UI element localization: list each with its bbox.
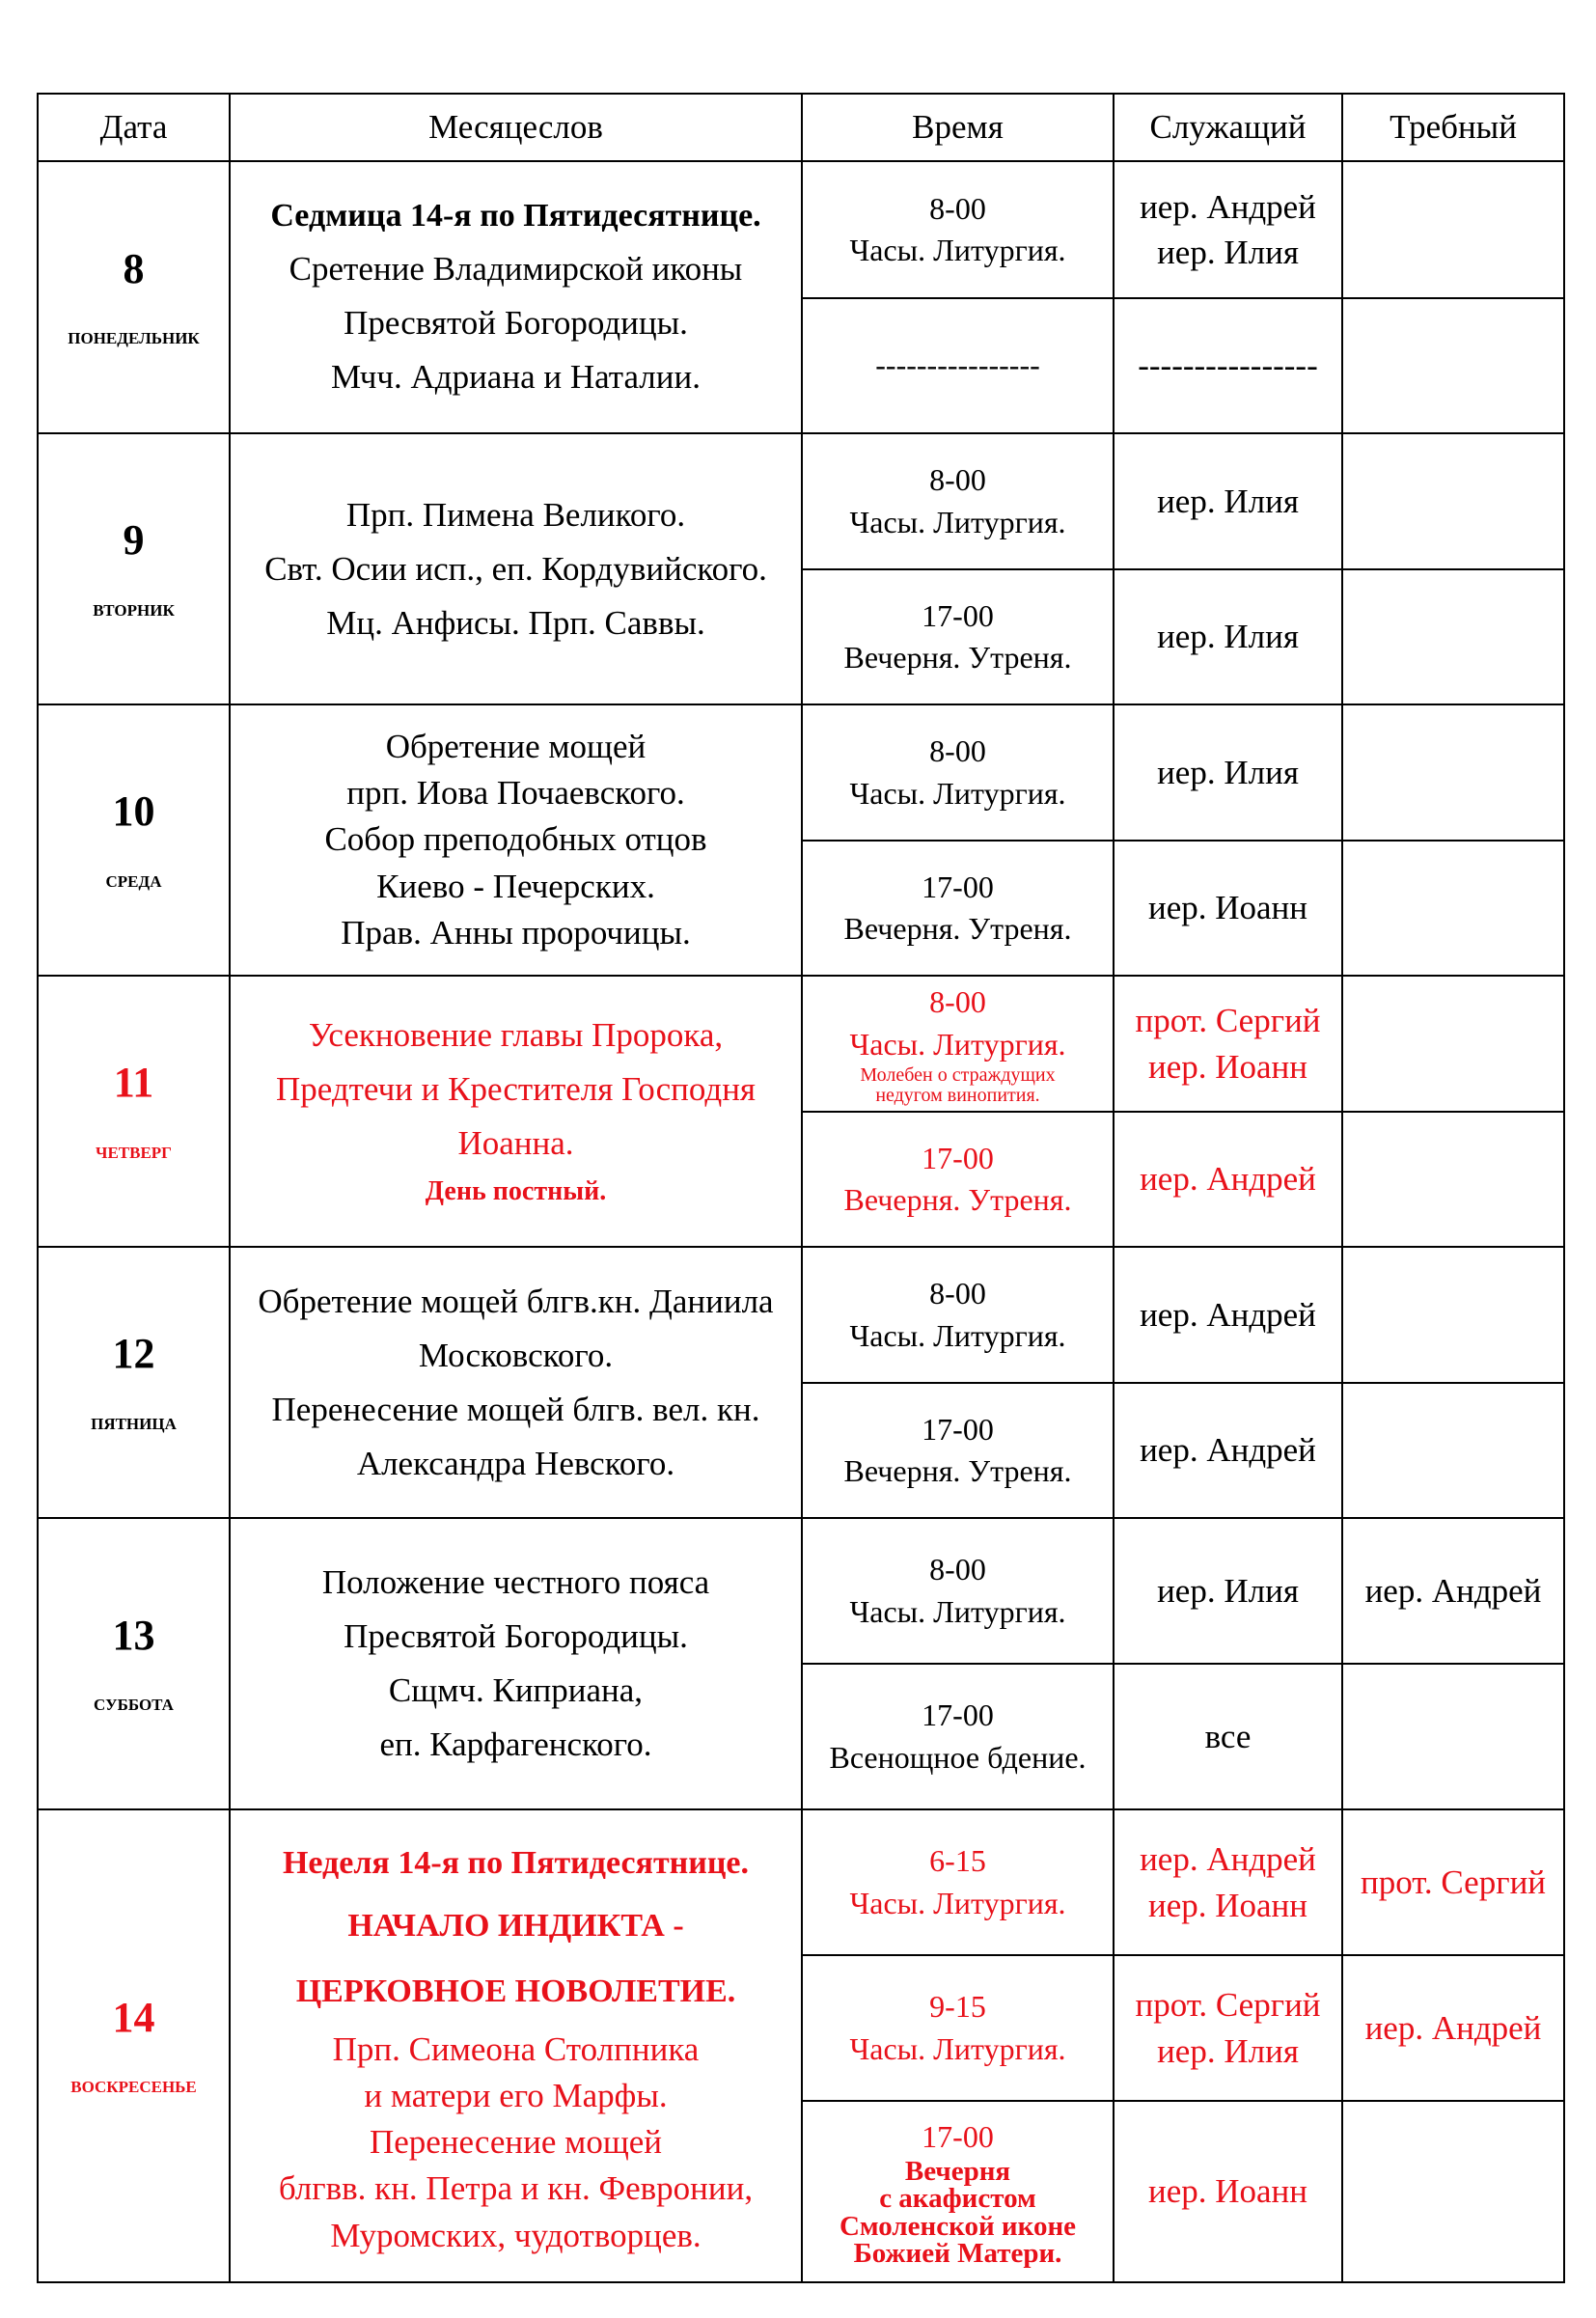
serv-cell — [1114, 841, 1342, 976]
time-value: 17-00 — [922, 1411, 994, 1447]
service-name: Вечерня. Утреня. — [843, 640, 1072, 675]
mes-cell — [230, 433, 802, 704]
mes-line: НАЧАЛО ИНДИКТА - — [347, 1907, 684, 1944]
serv-cell — [1114, 433, 1342, 569]
time-value: 8-00 — [929, 1276, 986, 1311]
mes-line: блгвв. кн. Петра и кн. Февронии, — [278, 2169, 754, 2208]
time-cell — [802, 161, 1114, 298]
mes-line: Мц. Анфисы. Прп. Саввы. — [326, 603, 705, 642]
mes-line: Пресвятой Богородицы. — [344, 1617, 688, 1655]
time-value: 17-00 — [922, 1697, 994, 1733]
treb-cell — [1342, 1955, 1564, 2101]
serv-cell — [1114, 704, 1342, 841]
priest-name: иер. Андрей — [1140, 1431, 1316, 1470]
mes-line: Прп. Симеона Столпника — [332, 2029, 700, 2068]
mes-line: Положение честного пояса — [321, 1563, 710, 1601]
mes-line: Обретение мощей блгв.кн. Даниила — [258, 1282, 774, 1320]
serv-cell — [1114, 2101, 1342, 2282]
date-cell — [38, 433, 230, 704]
time-value: 8-00 — [929, 462, 986, 498]
service-name: с акафистом — [879, 2183, 1036, 2215]
day-name: ВТОРНИК — [93, 600, 175, 620]
mes-line: День постный. — [425, 1176, 607, 1207]
service-note: недугом винопития. — [875, 1084, 1040, 1106]
day-number: 10 — [112, 787, 155, 836]
time-cell — [802, 1112, 1114, 1247]
date-cell — [38, 1518, 230, 1809]
day-row-9 — [38, 433, 1564, 569]
mes-cell — [230, 161, 802, 433]
day-name: СУББОТА — [94, 1696, 174, 1715]
mes-line: Прав. Анны пророчицы. — [341, 913, 691, 952]
day-number: 9 — [123, 516, 145, 565]
service-name: Вечерня. Утреня. — [843, 1182, 1072, 1217]
priest-name: иер. Илия — [1157, 618, 1299, 656]
time-cell — [802, 298, 1114, 433]
priest-name: иер. Иоанн — [1147, 889, 1308, 927]
priest-name: прот. Сергий — [1135, 1986, 1321, 2025]
header-treb: Требный — [1342, 94, 1564, 161]
time-cell — [802, 704, 1114, 841]
priest-name: иер. Андрей — [1140, 187, 1316, 226]
priest-name: иер. Андрей — [1140, 1295, 1316, 1334]
date-cell — [38, 161, 230, 433]
serv-cell — [1114, 1664, 1342, 1809]
priest-name: иер. Илия — [1157, 1571, 1299, 1610]
mes-line: Седмица 14-я по Пятидесятнице. — [270, 197, 761, 234]
mes-line: прп. Иова Почаевского. — [346, 774, 685, 813]
serv-cell — [1114, 298, 1342, 433]
service-name: Вечерня — [904, 2155, 1011, 2187]
treb-cell — [1342, 1247, 1564, 1383]
header-serv: Служащий — [1114, 94, 1342, 161]
service-name: Вечерня. Утреня. — [843, 911, 1072, 946]
header-mes: Месяцеслов — [230, 94, 802, 161]
treb-priest: иер. Андрей — [1364, 1571, 1542, 1610]
serv-cell — [1114, 1383, 1342, 1518]
day-number: 13 — [112, 1611, 155, 1659]
mes-line: Прп. Пимена Великого. — [345, 495, 686, 534]
priest-name: иер. Иоанн — [1147, 1886, 1308, 1924]
priest-name: прот. Сергий — [1135, 1002, 1321, 1040]
serv-cell — [1114, 976, 1342, 1112]
mes-line: Обретение мощей — [385, 727, 647, 765]
service-name: Часы. Литургия. — [849, 1026, 1066, 1062]
treb-cell — [1342, 1112, 1564, 1247]
mes-line: еп. Карфагенского. — [379, 1725, 652, 1763]
treb-cell — [1342, 1383, 1564, 1518]
date-cell — [38, 704, 230, 976]
treb-cell — [1342, 1809, 1564, 1955]
day-number: 8 — [123, 244, 145, 292]
day-name: СРЕДА — [105, 871, 162, 891]
mes-line: Свт. Осии исп., еп. Кордувийского. — [264, 549, 767, 588]
service-name: Часы. Литургия. — [849, 504, 1066, 539]
treb-cell — [1342, 298, 1564, 433]
service-name: Часы. Литургия. — [849, 1885, 1066, 1920]
serv-cell — [1114, 1809, 1342, 1955]
day-row-13 — [38, 1518, 1564, 1664]
priest-name: иер. Илия — [1157, 2031, 1299, 2070]
time-cell — [802, 1809, 1114, 1955]
treb-cell — [1342, 704, 1564, 841]
time-cell — [802, 1247, 1114, 1383]
mes-line: Собор преподобных отцов — [324, 820, 707, 859]
mes-line: и матери его Марфы. — [364, 2076, 668, 2114]
mes-cell — [230, 1518, 802, 1809]
time-cell — [802, 433, 1114, 569]
time-value: 8-00 — [929, 733, 986, 769]
time-cell — [802, 1664, 1114, 1809]
service-name: Часы. Литургия. — [849, 233, 1066, 267]
day-name: ПЯТНИЦА — [91, 1414, 177, 1433]
day-number: 11 — [113, 1059, 154, 1107]
mes-line: Пресвятой Богородицы. — [344, 304, 688, 343]
serv-cell — [1114, 1247, 1342, 1383]
treb-cell — [1342, 569, 1564, 704]
time-cell — [802, 1955, 1114, 2101]
treb-cell — [1342, 2101, 1564, 2282]
header-time: Время — [802, 94, 1114, 161]
date-cell — [38, 976, 230, 1247]
priest-name: иер. Андрей — [1140, 1840, 1316, 1879]
service-name: Часы. Литургия. — [849, 1593, 1066, 1629]
time-value: 9-15 — [929, 1989, 986, 2025]
day-name: ЧЕТВЕРГ — [95, 1143, 173, 1162]
serv-cell — [1114, 1518, 1342, 1664]
time-cell — [802, 2101, 1114, 2282]
service-name: Вечерня. Утреня. — [843, 1453, 1072, 1488]
mes-line: Иоанна. — [457, 1124, 574, 1163]
time-value: 17-00 — [922, 2118, 994, 2154]
mes-line: ЦЕРКОВНОЕ НОВОЛЕТИЕ. — [295, 1973, 736, 2010]
time-cell — [802, 976, 1114, 1112]
time-value: 8-00 — [929, 190, 986, 226]
time-value: 8-00 — [929, 984, 986, 1020]
priest-name: все — [1204, 1717, 1252, 1755]
priest-name: иер. Андрей — [1140, 1160, 1316, 1199]
treb-cell — [1342, 1518, 1564, 1664]
service-name: Божией Матери. — [853, 2238, 1062, 2269]
dash: ---------------- — [1138, 346, 1318, 385]
priest-name: иер. Илия — [1157, 753, 1299, 791]
mes-line: Перенесение мощей блгв. вел. кн. — [271, 1390, 760, 1428]
day-name: ПОНЕДЕЛЬНИК — [68, 329, 200, 348]
mes-cell — [230, 1247, 802, 1518]
service-name: Часы. Литургия. — [849, 1317, 1066, 1353]
header-date: Дата — [38, 94, 230, 161]
treb-cell — [1342, 841, 1564, 976]
time-value: 17-00 — [922, 869, 994, 904]
mes-line: Сретение Владимирской иконы — [289, 250, 743, 289]
service-name: Часы. Литургия. — [849, 775, 1066, 811]
time-value: 17-00 — [922, 597, 994, 633]
service-note: Молебен о страждущих — [860, 1063, 1056, 1086]
mes-cell — [230, 1809, 802, 2282]
serv-cell — [1114, 1112, 1342, 1247]
service-name: Смоленской иконе — [839, 2210, 1077, 2242]
date-cell — [38, 1247, 230, 1518]
mes-cell — [230, 976, 802, 1247]
day-row-12 — [38, 1247, 1564, 1383]
time-cell — [802, 569, 1114, 704]
mes-line: Перенесение мощей — [369, 2123, 663, 2162]
treb-cell — [1342, 433, 1564, 569]
day-number: 12 — [112, 1330, 155, 1378]
priest-name: иер. Илия — [1157, 234, 1299, 271]
treb-cell — [1342, 161, 1564, 298]
serv-cell — [1114, 1955, 1342, 2101]
mes-line: Неделя 14-я по Пятидесятнице. — [282, 1844, 750, 1881]
service-name: Часы. Литургия. — [849, 2030, 1066, 2066]
day-row-8 — [38, 161, 1564, 298]
day-row-11 — [38, 976, 1564, 1112]
dash: ---------------- — [875, 347, 1040, 383]
day-row-14 — [38, 1809, 1564, 1955]
day-name: ВОСКРЕСЕНЬЕ — [70, 2078, 197, 2097]
priest-name: иер. Иоанн — [1147, 1047, 1308, 1086]
schedule-table — [37, 93, 1565, 2283]
time-cell — [802, 841, 1114, 976]
priest-name: иер. Илия — [1157, 482, 1299, 520]
header-row — [38, 94, 1564, 161]
priest-name: иер. Иоанн — [1147, 2172, 1308, 2211]
day-row-10 — [38, 704, 1564, 841]
time-value: 17-00 — [922, 1140, 994, 1175]
time-cell — [802, 1518, 1114, 1664]
mes-line: Киево - Печерских. — [376, 867, 655, 905]
service-name: Всенощное бдение. — [829, 1739, 1087, 1775]
mes-line: Предтечи и Крестителя Господня — [275, 1070, 757, 1109]
mes-line: Усекновение главы Пророка, — [308, 1016, 724, 1055]
mes-line: Александра Невского. — [356, 1444, 675, 1482]
time-cell — [802, 1383, 1114, 1518]
date-cell — [38, 1809, 230, 2282]
serv-cell — [1114, 161, 1342, 298]
treb-cell — [1342, 976, 1564, 1112]
day-number: 14 — [112, 1993, 155, 2041]
time-value: 6-15 — [929, 1843, 986, 1879]
mes-line: Сщмч. Киприана, — [388, 1671, 644, 1709]
mes-cell — [230, 704, 802, 976]
mes-line: Мчч. Адриана и Наталии. — [331, 358, 701, 397]
mes-line: Муромских, чудотворцев. — [330, 2216, 702, 2254]
treb-priest: прот. Сергий — [1360, 1863, 1547, 1901]
treb-priest: иер. Андрей — [1364, 2008, 1542, 2047]
serv-cell — [1114, 569, 1342, 704]
treb-cell — [1342, 1664, 1564, 1809]
time-value: 8-00 — [929, 1552, 986, 1587]
mes-line: Московского. — [418, 1336, 614, 1374]
